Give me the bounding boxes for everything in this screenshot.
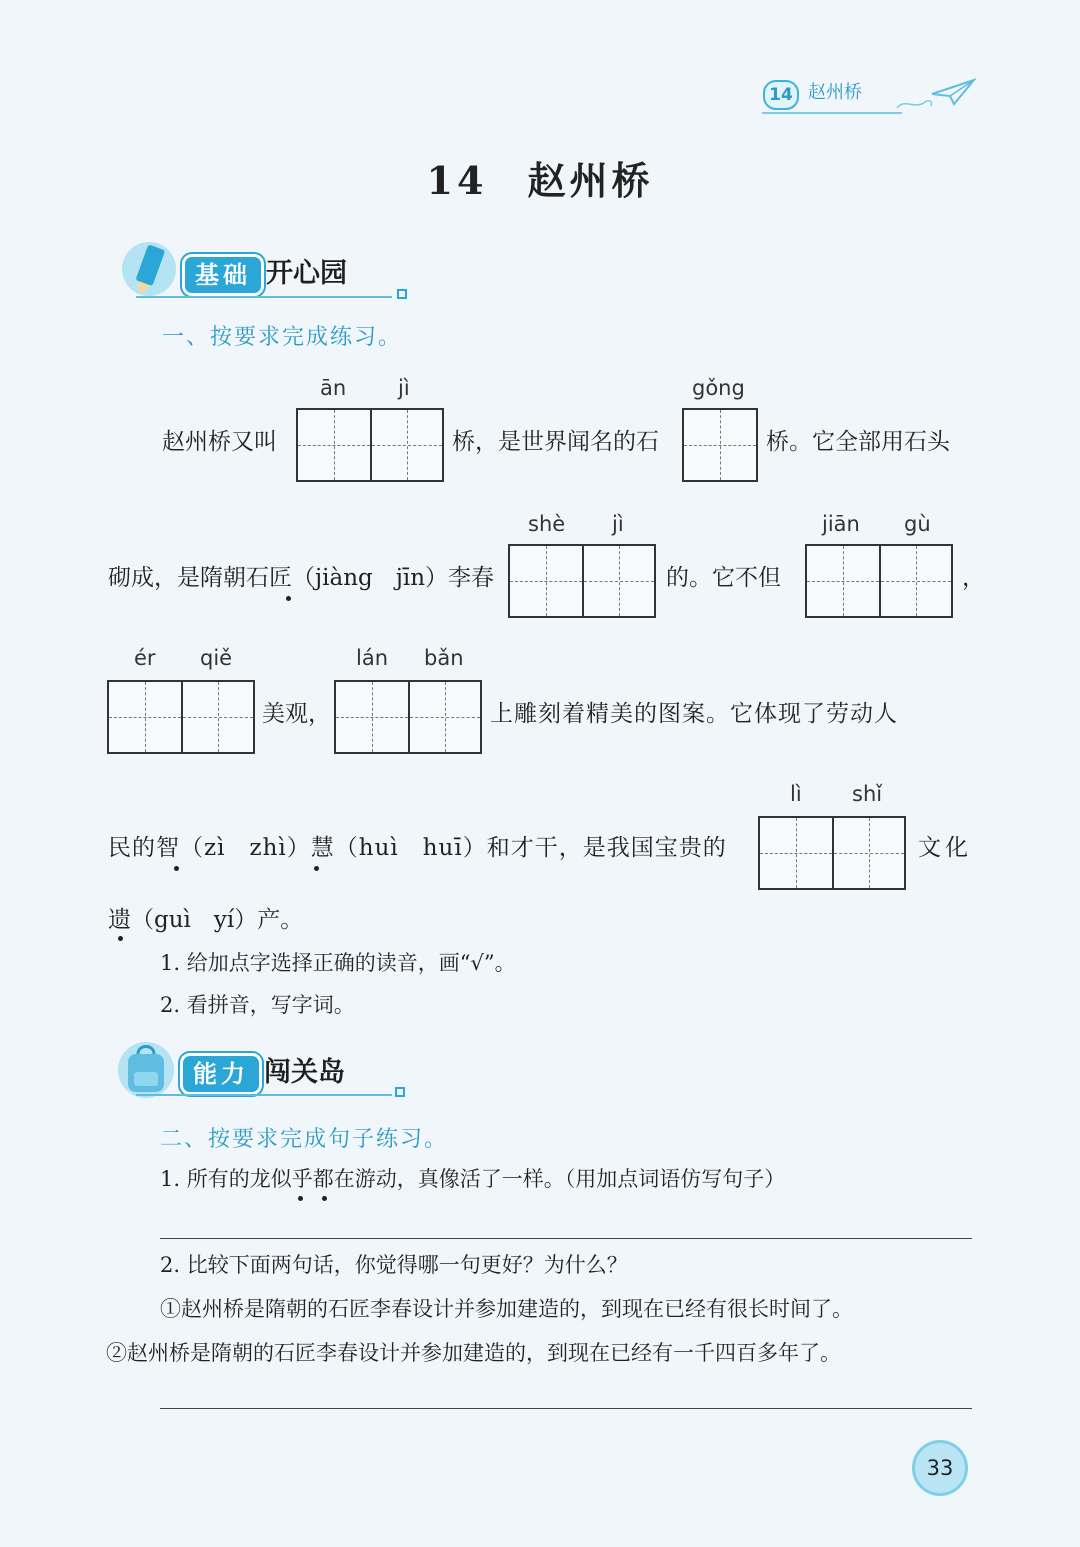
line2-text-a: 砌成，是隋朝石匠（jiàng jīn）李春	[108, 565, 495, 591]
emphasis-dot	[298, 1196, 303, 1201]
line1-text-b: 桥，是世界闻名的石	[452, 429, 659, 455]
pinyin-gong: gǒng	[692, 376, 745, 400]
question-2-1: 1. 所有的龙似乎都在游动，真像活了一样。（用加点词语仿写句子）	[160, 1167, 786, 1191]
question-2-2: 2. 比较下面两句话，你觉得哪一句更好？为什么？	[160, 1253, 628, 1277]
section-divider	[136, 1094, 392, 1096]
title-number: 14	[426, 158, 488, 203]
title-text: 赵州桥	[527, 158, 654, 203]
pinyin-jian: jiān	[822, 512, 860, 536]
section-pill-basic: 基础	[182, 254, 264, 296]
emphasis-dot	[314, 866, 319, 871]
line1-text-a: 赵州桥又叫	[162, 429, 277, 455]
section-divider	[136, 296, 392, 298]
answer-line-2[interactable]	[160, 1408, 972, 1409]
answer-line-1[interactable]	[160, 1238, 972, 1239]
pinyin-li: lì	[790, 782, 802, 806]
answer-grid-she-ji[interactable]	[508, 544, 656, 618]
note-icon	[394, 1084, 408, 1098]
emphasis-dot	[118, 936, 123, 941]
section-pill-ability: 能力	[180, 1053, 262, 1095]
pinyin-ban: bǎn	[424, 646, 464, 670]
sentence-2: ②赵州桥是隋朝的石匠李春设计并参加建造的，到现在已经有一千四百多年了。	[106, 1341, 841, 1365]
question-1-heading: 一、按要求完成练习。	[162, 325, 403, 350]
answer-grid-jian-gu[interactable]	[805, 544, 953, 618]
answer-grid-er-qie[interactable]	[107, 680, 255, 754]
answer-grid-gong[interactable]	[682, 408, 758, 482]
answer-grid-an-ji[interactable]	[296, 408, 444, 482]
line2-text-b: 的。它不但	[666, 565, 781, 591]
sub-question-1: 1. 给加点字选择正确的读音，画“√”。	[160, 951, 516, 975]
line3-text-a: 美观，	[262, 701, 331, 727]
pinyin-ji-2: jì	[612, 512, 624, 536]
pinyin-qie: qiě	[200, 646, 233, 670]
pinyin-an: ān	[320, 376, 347, 400]
pinyin-ji: jì	[398, 376, 410, 400]
line5-text: 遗（guì yí）产。	[108, 907, 304, 933]
line4-text-b: 文化	[918, 835, 972, 861]
answer-grid-li-shi[interactable]	[758, 816, 906, 890]
pinyin-lan: lán	[356, 646, 389, 670]
section-title-happy-garden: 开心园	[266, 258, 347, 289]
emphasis-dot	[286, 596, 291, 601]
header-divider	[762, 112, 902, 114]
emphasis-dot	[322, 1196, 327, 1201]
backpack-icon	[114, 1036, 178, 1100]
pinyin-gu: gù	[904, 512, 931, 536]
pencil-icon	[118, 238, 180, 300]
lesson-number-badge: 14	[763, 80, 799, 110]
paper-plane-icon	[930, 78, 976, 106]
line3-text-b: 上雕刻着精美的图案。它体现了劳动人	[490, 701, 898, 727]
pinyin-er: ér	[134, 646, 156, 670]
line4-text-a: 民的智（zì zhì）慧（huì huī）和才干，是我国宝贵的	[108, 835, 727, 861]
line2-text-c: ，	[962, 565, 985, 591]
page-number: 33	[912, 1440, 968, 1496]
emphasis-dot	[174, 866, 179, 871]
line1-text-c: 桥。它全部用石头	[766, 429, 950, 455]
header-lesson-title: 赵州桥	[808, 82, 862, 103]
swirl-icon	[895, 96, 935, 112]
answer-grid-lan-ban[interactable]	[334, 680, 482, 754]
sub-question-2: 2. 看拼音，写字词。	[160, 993, 355, 1017]
pinyin-she: shè	[528, 512, 566, 536]
sentence-1: ①赵州桥是隋朝的石匠李春设计并参加建造的，到现在已经有很长时间了。	[160, 1297, 853, 1321]
question-2-heading: 二、按要求完成句子练习。	[160, 1127, 449, 1152]
page-title	[0, 150, 1080, 205]
note-icon	[396, 286, 410, 300]
pinyin-shi: shǐ	[852, 782, 883, 806]
section-title-challenge-island: 闯关岛	[264, 1057, 345, 1088]
